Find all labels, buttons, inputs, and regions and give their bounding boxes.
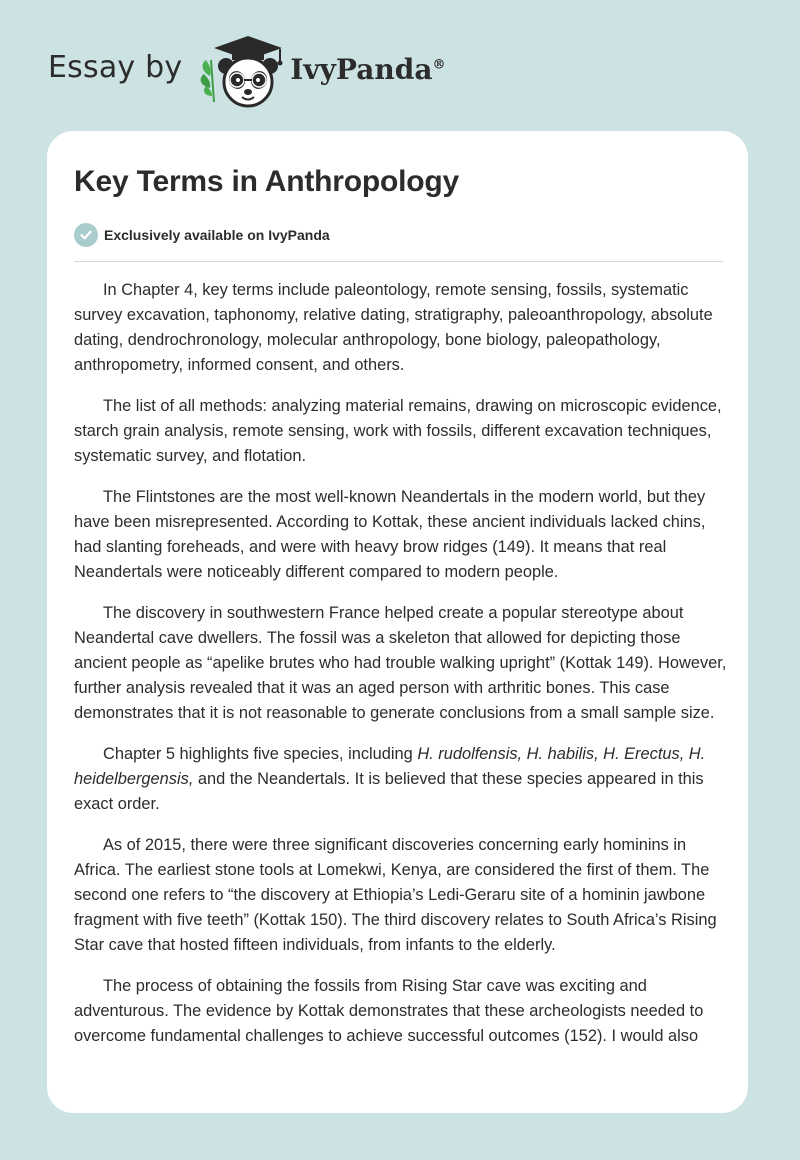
paragraph: As of 2015, there were three significant discoveries concerning early hominins in Africa. The earliest stone tools at Lomekwi, Kenya, are considered the first of them. The second one refers to “the discovery at Ethiopia’s Ledi-Geraru site of a hominin jawbone fragment with five teeth” (Kottak 150). The third discovery relates to South Africa’s Rising Star cave that hosted fifteen individuals, from infants to the elderly.: [74, 836, 717, 954]
paragraph-text: and the Neandertals. It is believed that these species appeared in this exact order.: [74, 770, 704, 813]
article-body: [74, 278, 729, 1065]
panda-graduate-logo-icon[interactable]: [196, 30, 292, 110]
exclusive-badge: [74, 223, 330, 247]
site-header: [48, 30, 445, 110]
checkmark-icon: [74, 223, 98, 247]
paragraph: The list of all methods: analyzing material remains, drawing on microscopic evidence, starch grain analysis, remote sensing, work with fossils, different excavation techniques, systematic survey, and flotation.: [74, 397, 722, 465]
paragraph: The Flintstones are the most well-known Neandertals in the modern world, but they have been misrepresented. According to Kottak, these ancient individuals lacked chins, had slanting foreheads, and were with heavy brow ridges (149). It means that real Neandertals were noticeably different compared to modern people.: [74, 488, 706, 581]
article-card: [47, 131, 748, 1113]
paragraph: The process of obtaining the fossils from Rising Star cave was exciting and adventurous. The evidence by Kottak demonstrates that these archeologists needed to overcome fundamental challenges to achieve successful outcomes (152). I would also: [74, 977, 704, 1045]
divider: [74, 261, 723, 262]
brand-name[interactable]: [290, 53, 445, 86]
species-list: H. rudolfensis, H. habilis, H. Erectus, H. heidelbergensis,: [74, 745, 706, 788]
paragraph: The discovery in southwestern France helped create a popular stereotype about Neandertal cave dwellers. The fossil was a skeleton that allowed for depicting those ancient people as “apelike brutes who had trouble walking upright” (Kottak 149). However, further analysis revealed that it was an aged person with arthritic bones. This case demonstrates that it is not reasonable to generate conclusions from a small sample size.: [74, 604, 727, 722]
paragraph: In Chapter 4, key terms include paleontology, remote sensing, fossils, systematic survey excavation, taphonomy, relative dating, stratigraphy, paleoanthropology, absolute dating, dendrochronology, molecular anthropology, bone biology, paleopathology, anthropometry, informed consent, and others.: [74, 281, 713, 374]
paragraph: [74, 742, 729, 817]
page-title: Key Terms in Anthropology: [74, 165, 460, 198]
registered-mark: ®: [432, 57, 446, 73]
paragraph-text: Chapter 5 highlights five species, including: [103, 745, 418, 763]
brand-name-text: IvyPanda: [290, 52, 433, 86]
essay-by-label: Essay by: [48, 49, 183, 85]
exclusive-label: Exclusively available on IvyPanda: [104, 227, 330, 243]
